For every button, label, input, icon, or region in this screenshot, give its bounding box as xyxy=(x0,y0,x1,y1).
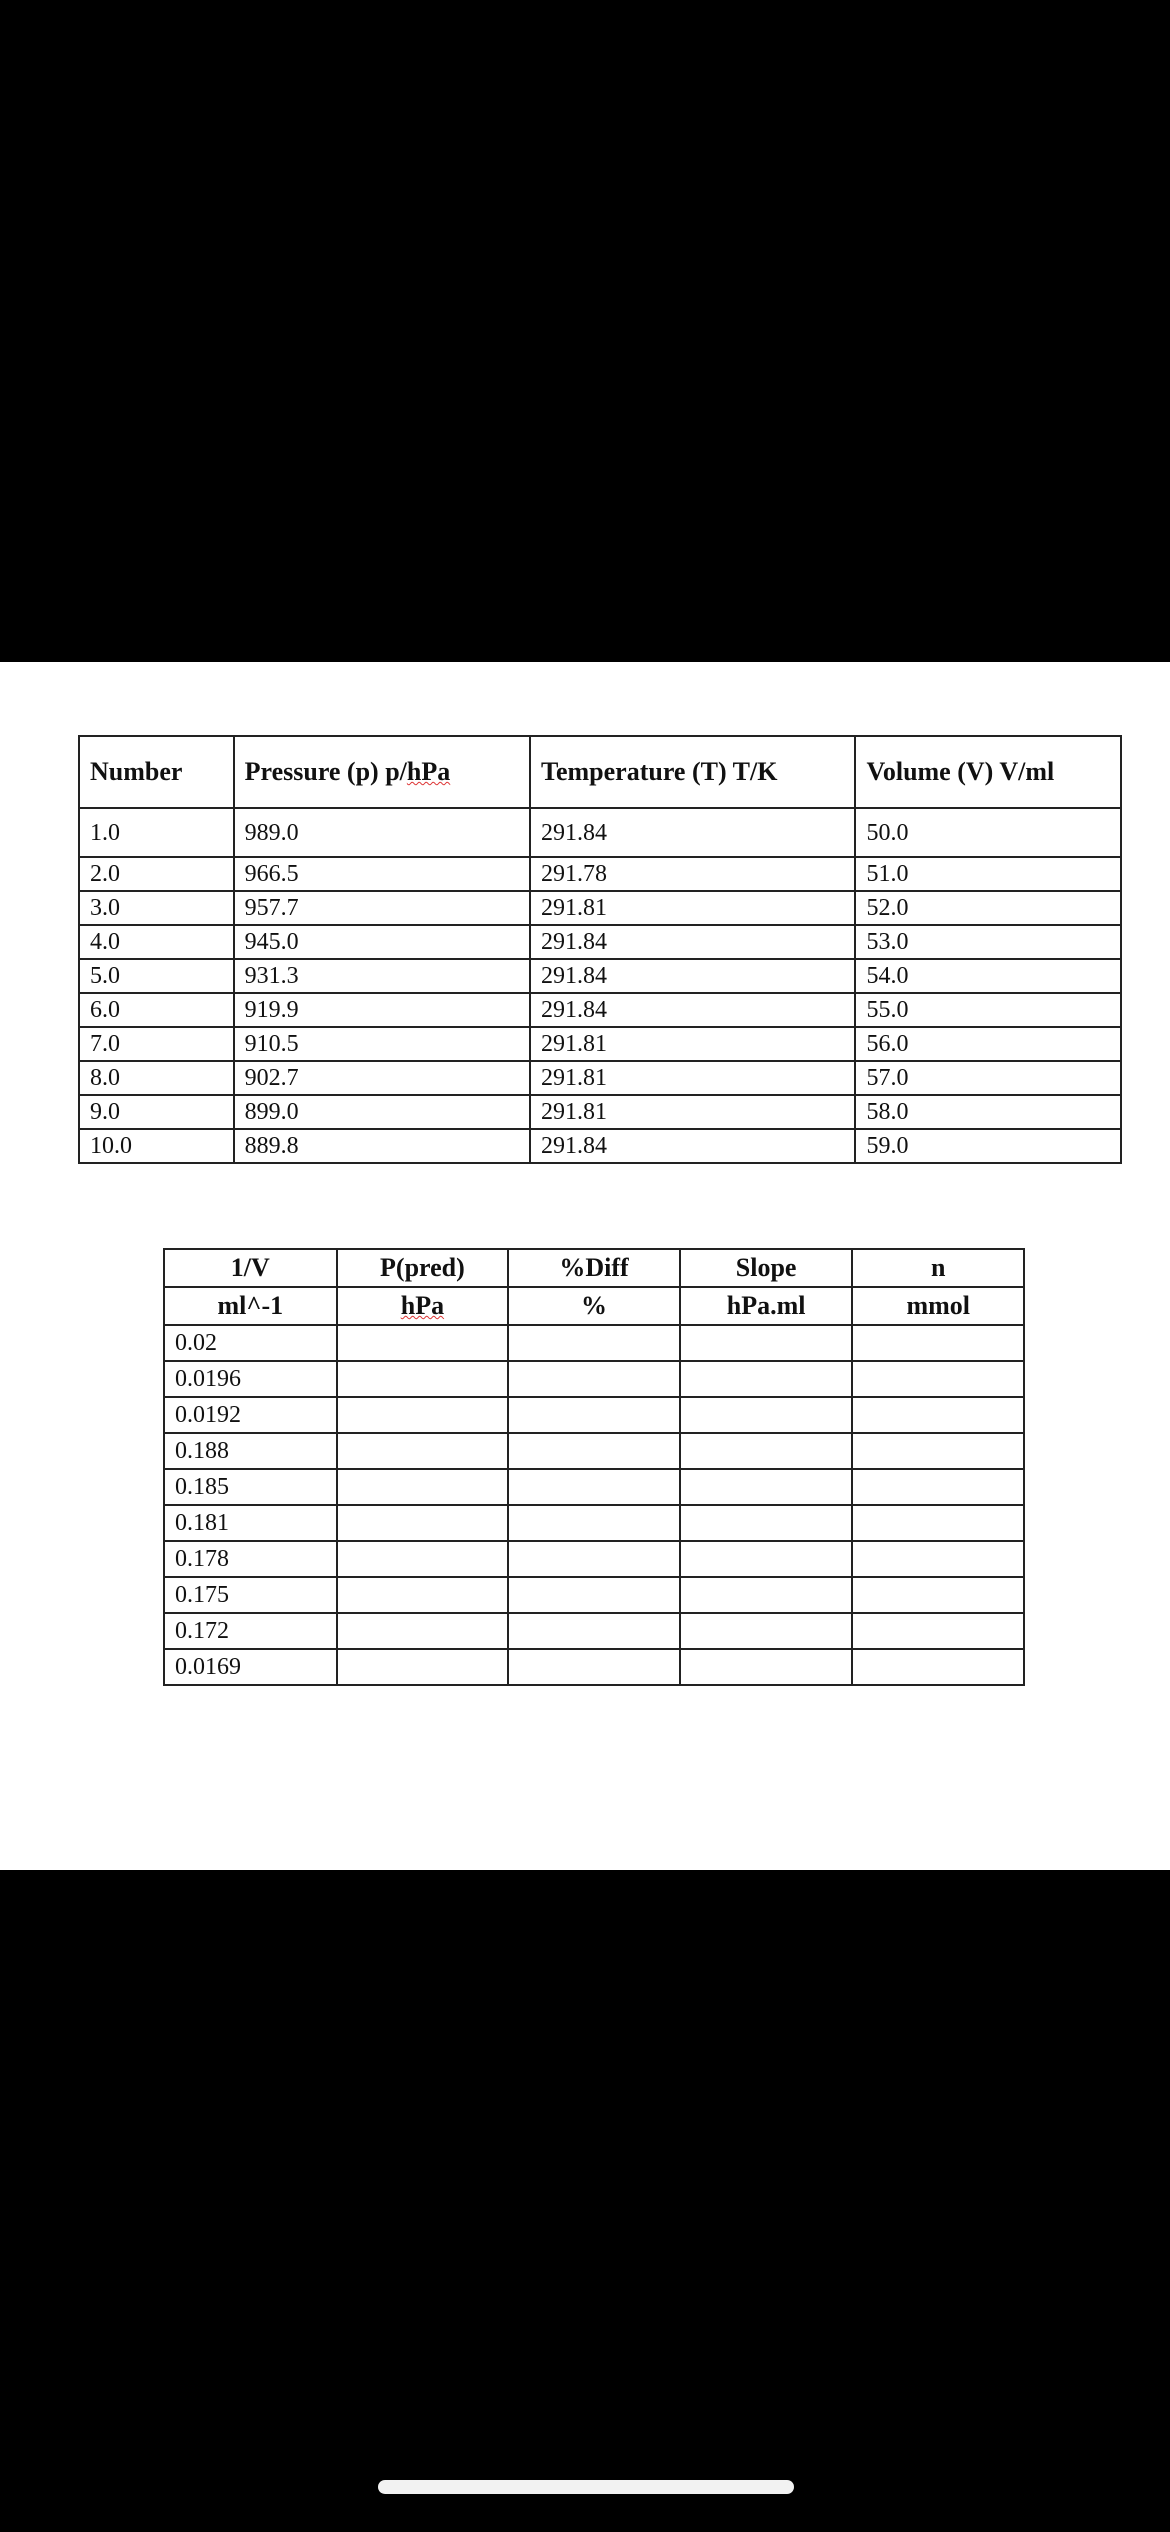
table-row xyxy=(79,1061,1121,1095)
table-cell: 4.0 xyxy=(79,925,234,959)
table-cell: 51.0 xyxy=(855,857,1121,891)
table-cell: 291.84 xyxy=(530,808,855,857)
table-cell: 291.81 xyxy=(530,1095,855,1129)
table-cell: 57.0 xyxy=(855,1061,1121,1095)
table-cell: 291.84 xyxy=(530,993,855,1027)
table-row xyxy=(164,1505,1024,1541)
empty-cell xyxy=(337,1577,509,1613)
table-cell: 291.84 xyxy=(530,1129,855,1163)
table-header-row xyxy=(164,1249,1024,1287)
empty-cell xyxy=(508,1505,680,1541)
header-n: n xyxy=(852,1249,1024,1287)
table-cell: 291.81 xyxy=(530,891,855,925)
empty-cell xyxy=(508,1469,680,1505)
empty-cell xyxy=(337,1541,509,1577)
table-cell: 0.0192 xyxy=(164,1397,337,1433)
empty-cell xyxy=(680,1361,853,1397)
empty-cell xyxy=(508,1541,680,1577)
table-cell: 5.0 xyxy=(79,959,234,993)
header-pressure-predicted: P(pred) xyxy=(337,1249,509,1287)
header-pressure-label: Pressure (p) p/ xyxy=(244,757,407,786)
empty-cell xyxy=(852,1541,1024,1577)
empty-cell xyxy=(852,1397,1024,1433)
home-indicator[interactable] xyxy=(378,2480,794,2494)
header-percent-diff: %Diff xyxy=(508,1249,680,1287)
table-cell: 0.175 xyxy=(164,1577,337,1613)
table-cell: 291.84 xyxy=(530,925,855,959)
table-cell: 957.7 xyxy=(234,891,530,925)
empty-cell xyxy=(508,1433,680,1469)
table-cell: 58.0 xyxy=(855,1095,1121,1129)
empty-cell xyxy=(508,1649,680,1685)
table-cell: 291.84 xyxy=(530,959,855,993)
calculation-table xyxy=(163,1248,1025,1686)
empty-cell xyxy=(852,1361,1024,1397)
table-row xyxy=(79,1027,1121,1061)
empty-cell xyxy=(680,1469,853,1505)
table-cell: 6.0 xyxy=(79,993,234,1027)
header-volume: Volume (V) V/ml xyxy=(855,736,1121,808)
table-cell: 10.0 xyxy=(79,1129,234,1163)
header-number: Number xyxy=(79,736,234,808)
empty-cell xyxy=(852,1613,1024,1649)
header-pressure-unit: hPa xyxy=(406,757,451,786)
table-cell: 9.0 xyxy=(79,1095,234,1129)
table-row xyxy=(164,1325,1024,1361)
unit-pressure-predicted xyxy=(337,1287,509,1325)
table-cell: 1.0 xyxy=(79,808,234,857)
table-row xyxy=(164,1541,1024,1577)
table-cell: 945.0 xyxy=(234,925,530,959)
empty-cell xyxy=(337,1505,509,1541)
header-slope: Slope xyxy=(680,1249,853,1287)
table-header-row xyxy=(79,736,1121,808)
table-cell: 55.0 xyxy=(855,993,1121,1027)
empty-cell xyxy=(337,1397,509,1433)
table-cell: 910.5 xyxy=(234,1027,530,1061)
empty-cell xyxy=(680,1505,853,1541)
document-page xyxy=(0,662,1170,1870)
empty-cell xyxy=(852,1325,1024,1361)
table-cell: 291.78 xyxy=(530,857,855,891)
table-row xyxy=(79,959,1121,993)
table-cell: 2.0 xyxy=(79,857,234,891)
unit-percent-diff: % xyxy=(508,1287,680,1325)
measurement-table xyxy=(78,735,1122,1164)
header-pressure xyxy=(234,736,530,808)
table-row xyxy=(164,1613,1024,1649)
empty-cell xyxy=(680,1649,853,1685)
table-cell: 291.81 xyxy=(530,1061,855,1095)
table-row xyxy=(164,1577,1024,1613)
table-row xyxy=(79,1095,1121,1129)
empty-cell xyxy=(508,1577,680,1613)
unit-inverse-volume: ml^-1 xyxy=(164,1287,337,1325)
empty-cell xyxy=(680,1325,853,1361)
empty-cell xyxy=(680,1433,853,1469)
table-cell: 291.81 xyxy=(530,1027,855,1061)
empty-cell xyxy=(680,1613,853,1649)
table-row xyxy=(164,1433,1024,1469)
table-cell: 0.178 xyxy=(164,1541,337,1577)
header-inverse-volume: 1/V xyxy=(164,1249,337,1287)
unit-n: mmol xyxy=(852,1287,1024,1325)
table-cell: 0.0196 xyxy=(164,1361,337,1397)
empty-cell xyxy=(680,1541,853,1577)
table-cell: 50.0 xyxy=(855,808,1121,857)
table-cell: 0.0169 xyxy=(164,1649,337,1685)
empty-cell xyxy=(337,1613,509,1649)
empty-cell xyxy=(508,1613,680,1649)
empty-cell xyxy=(337,1361,509,1397)
table-row xyxy=(164,1649,1024,1685)
empty-cell xyxy=(852,1505,1024,1541)
table-cell: 0.188 xyxy=(164,1433,337,1469)
table-cell: 52.0 xyxy=(855,891,1121,925)
empty-cell xyxy=(852,1577,1024,1613)
table-cell: 889.8 xyxy=(234,1129,530,1163)
table-cell: 54.0 xyxy=(855,959,1121,993)
table-cell: 989.0 xyxy=(234,808,530,857)
table-row xyxy=(79,891,1121,925)
table-row xyxy=(79,1129,1121,1163)
table-cell: 0.181 xyxy=(164,1505,337,1541)
empty-cell xyxy=(508,1397,680,1433)
table-cell: 0.185 xyxy=(164,1469,337,1505)
empty-cell xyxy=(337,1469,509,1505)
unit-hpa: hPa xyxy=(400,1291,445,1320)
table-cell: 59.0 xyxy=(855,1129,1121,1163)
empty-cell xyxy=(852,1433,1024,1469)
table-cell: 0.172 xyxy=(164,1613,337,1649)
table-row xyxy=(164,1469,1024,1505)
table-cell: 8.0 xyxy=(79,1061,234,1095)
empty-cell xyxy=(852,1649,1024,1685)
table-row xyxy=(79,925,1121,959)
table-cell: 53.0 xyxy=(855,925,1121,959)
empty-cell xyxy=(337,1325,509,1361)
table-cell: 966.5 xyxy=(234,857,530,891)
empty-cell xyxy=(508,1325,680,1361)
empty-cell xyxy=(680,1397,853,1433)
empty-cell xyxy=(852,1469,1024,1505)
unit-slope: hPa.ml xyxy=(680,1287,853,1325)
empty-cell xyxy=(680,1577,853,1613)
table-units-row xyxy=(164,1287,1024,1325)
table-cell: 0.02 xyxy=(164,1325,337,1361)
table-row xyxy=(79,993,1121,1027)
table-row xyxy=(79,857,1121,891)
empty-cell xyxy=(337,1649,509,1685)
header-temperature: Temperature (T) T/K xyxy=(530,736,855,808)
table-cell: 919.9 xyxy=(234,993,530,1027)
table-cell: 3.0 xyxy=(79,891,234,925)
table-row xyxy=(164,1397,1024,1433)
table-cell: 902.7 xyxy=(234,1061,530,1095)
table-row xyxy=(79,808,1121,857)
table-cell: 7.0 xyxy=(79,1027,234,1061)
empty-cell xyxy=(337,1433,509,1469)
empty-cell xyxy=(508,1361,680,1397)
table-cell: 931.3 xyxy=(234,959,530,993)
table-row xyxy=(164,1361,1024,1397)
table-cell: 899.0 xyxy=(234,1095,530,1129)
table-cell: 56.0 xyxy=(855,1027,1121,1061)
